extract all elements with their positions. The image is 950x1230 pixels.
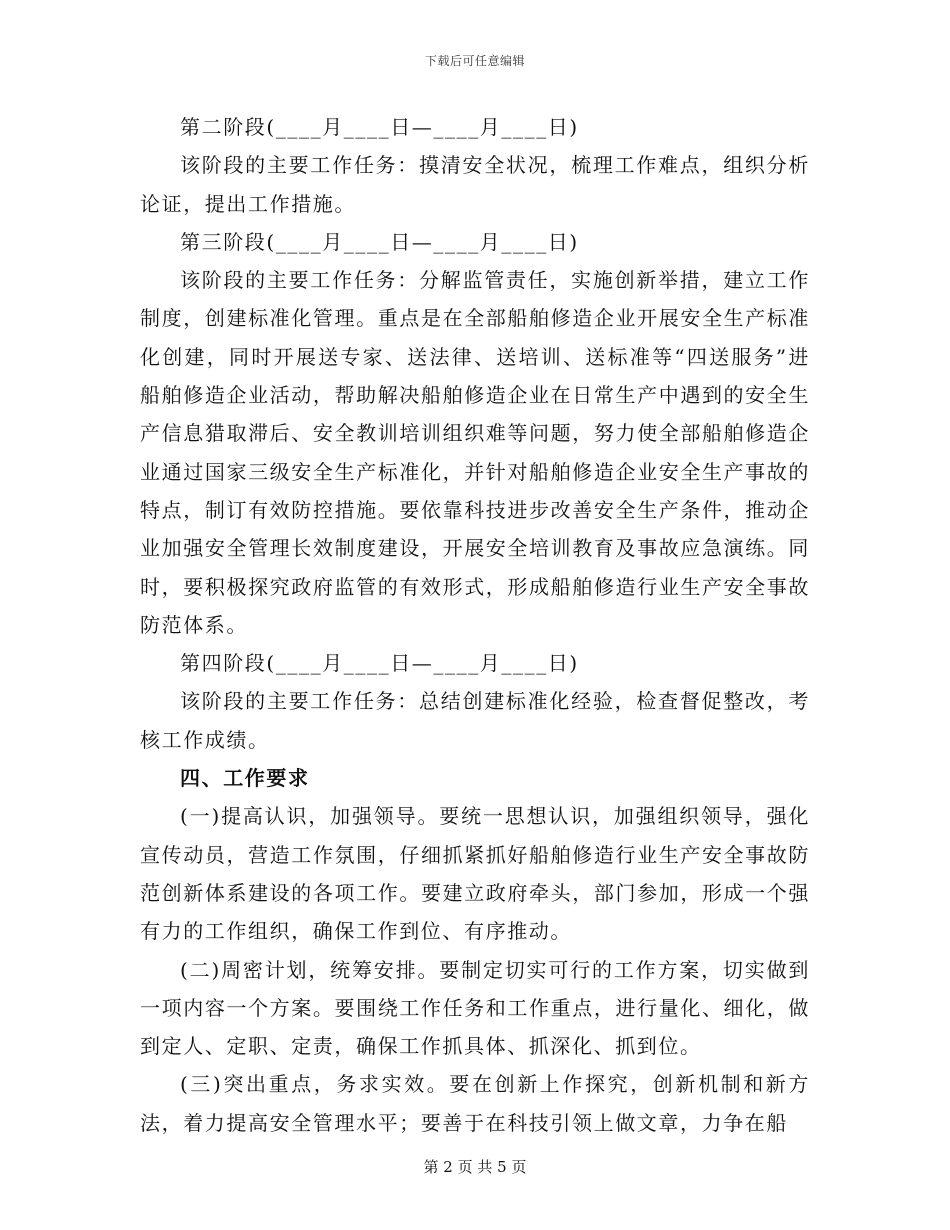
requirement-two: (二)周密计划，统筹安排。要制定切实可行的工作方案，切实做到一项内容一个方案。要围绕工作任务和工作重点，进行量化、细化，做到定人、定职、定责，确保工作抓具体、抓深化、抓到位。 xyxy=(140,957,810,1059)
section-heading-work-requirements: 四、工作要求 xyxy=(180,766,310,791)
stage-three-heading: 第三阶段(____月____日—____月____日) xyxy=(180,229,579,254)
stage-two-heading: 第二阶段(____月____日—____月____日) xyxy=(180,115,579,139)
requirement-one: (一)提高认识，加强领导。要统一思想认识，加强组织领导，强化宣传动员，营造工作氛围，仔细抓紧抓好船舶修造行业生产安全事故防范创新体系建设的各项工作。要建立政府牵头，部门参加，形成一个强有力的工作组织，确保工作到位、有序推动。 xyxy=(140,804,810,944)
page-number-footer: 第 2 页 共 5 页 xyxy=(423,1158,527,1176)
stage-four-heading: 第四阶段(____月____日—____月____日) xyxy=(180,651,579,676)
stage-three-tasks: 该阶段的主要工作任务：分解监管责任，实施创新举措，建立工作制度，创建标准化管理。重点是在全部船舶修造企业开展安全生产标准化创建，同时开展送专家、送法律、送培训、送标准等“四送服务”进船舶修造企业活动，帮助解决船舶修造企业在日常生产中遇到的安全生产信息猎取滞后、安全教训培训组织难等问题，努力使全部船舶修造企业通过国家三级安全生产标准化，并针对船舶修造企业安全生产事故的特点，制订有效防控措施。要依靠科技进步改善安全生产条件，推动企业加强安全管理长效制度建设，开展安全培训教育及事故应急演练。同时，要积极探究政府监管的有效形式，形成船舶修造行业生产安全事故防范体系。 xyxy=(140,268,810,637)
stage-two-tasks: 该阶段的主要工作任务：摸清安全状况，梳理工作难点，组织分析论证，提出工作措施。 xyxy=(140,153,810,216)
stage-four-tasks: 该阶段的主要工作任务：总结创建标准化经验，检查督促整改，考核工作成绩。 xyxy=(140,689,810,752)
page-header-note: 下载后可任意编辑 xyxy=(424,54,525,68)
requirement-three: (三)突出重点，务求实效。要在创新上作探究，创新机制和新方法，着力提高安全管理水平；要善于在科技引领上做文章，力争在船 xyxy=(140,1072,810,1135)
document-body xyxy=(140,108,810,1142)
